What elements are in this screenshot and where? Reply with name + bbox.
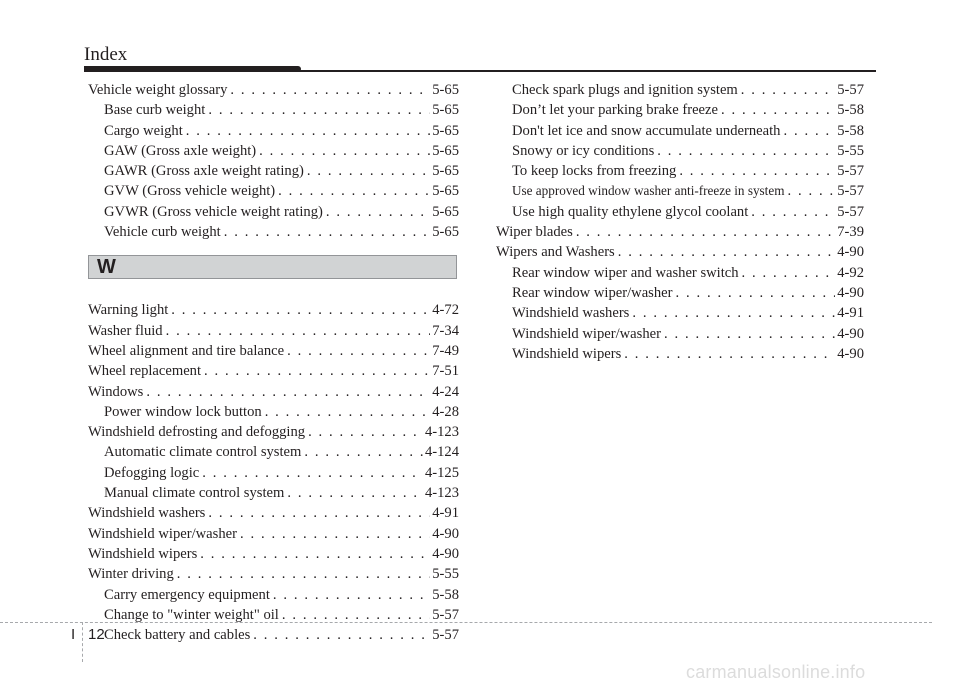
watermark: carmanualsonline.info [686,662,866,682]
entry-page: 4-92 [837,264,864,281]
entry-label: Windshield washers [88,505,206,522]
footer-divider [0,622,932,623]
dot-leader [787,181,835,201]
dot-leader [200,544,430,564]
index-entry [88,524,459,544]
entry-label: To keep locks from freezing [512,163,677,180]
dot-leader [166,321,431,341]
index-entry [88,141,459,161]
entry-page: 4-123 [424,485,459,502]
index-entry [88,100,459,120]
index-entry [496,202,864,222]
index-entry [88,121,459,141]
entry-label: Wiper blades [496,224,573,241]
index-entry [88,321,459,341]
index-entry [496,303,864,323]
entry-label: Windshield wiper/washer [512,325,661,342]
entry-page: 4-90 [432,525,459,542]
index-list-top [88,80,459,242]
entry-page: 5-57 [837,183,864,200]
entry-label: Windows [88,383,144,400]
entry-page: 5-65 [432,142,459,159]
dot-leader [278,181,430,201]
entry-label: Windshield washers [512,305,630,322]
index-entry [88,181,459,201]
entry-label: Use high quality ethylene glycol coolant [512,203,749,220]
entry-page: 5-65 [432,203,459,220]
index-entry [496,344,864,364]
entry-page: 7-34 [432,322,459,339]
index-entry [496,283,864,303]
entry-page: 5-58 [837,122,864,139]
dot-leader [177,564,430,584]
dot-leader [783,121,835,141]
index-entry [88,80,459,100]
index-entry [496,324,864,344]
entry-label: Winter driving [88,566,174,583]
dot-leader [204,361,430,381]
entry-label: Check battery and cables [104,627,251,644]
entry-label: Defogging logic [104,464,200,481]
index-entry [496,121,864,141]
entry-label: Vehicle curb weight [104,224,221,241]
index-column-right [496,80,864,364]
entry-page: 5-57 [432,627,459,644]
dot-leader [624,344,835,364]
entry-page: 4-90 [837,284,864,301]
dot-leader [721,100,835,120]
dot-leader [171,300,430,320]
index-list-bottom [88,300,459,645]
entry-label: Rear window wiper/washer [512,284,673,301]
entry-label: Change to "winter weight" oil [104,606,279,623]
entry-page: 4-91 [837,305,864,322]
index-entry [496,141,864,161]
entry-page: 5-57 [837,163,864,180]
entry-page: 5-65 [432,163,459,180]
index-list-right [496,80,864,364]
dot-leader [273,585,430,605]
index-entry [88,300,459,320]
section-letter: W [97,256,116,279]
entry-label: Windshield wiper/washer [88,525,237,542]
entry-label: Don’t let your parking brake freeze [512,102,718,119]
entry-label: GAW (Gross axle weight) [104,142,257,159]
entry-page: 5-65 [432,183,459,200]
index-entry [88,585,459,605]
index-entry [496,161,864,181]
dot-leader [751,202,835,222]
entry-page: 4-24 [432,383,459,400]
dot-leader [287,483,423,503]
entry-page: 5-55 [432,566,459,583]
entry-page: 5-57 [837,203,864,220]
index-entry [88,503,459,523]
dot-leader [146,382,430,402]
entry-label: Carry emergency equipment [104,586,270,603]
entry-label: Manual climate control system [104,485,285,502]
index-entry [88,544,459,564]
index-entry [496,100,864,120]
entry-label: GVW (Gross vehicle weight) [104,183,276,200]
header-rule-thin [84,70,876,72]
entry-label: Don't let ice and snow accumulate underneath [512,122,781,139]
entry-label: Wipers and Washers [496,244,615,261]
entry-page: 4-72 [432,302,459,319]
entry-label: Snowy or icy conditions [512,142,655,159]
index-entry [88,202,459,222]
index-entry [88,564,459,584]
index-entry [88,222,459,242]
entry-label: Windshield defrosting and defogging [88,424,306,441]
entry-page: 4-91 [432,505,459,522]
dot-leader [253,625,430,645]
dot-leader [259,141,430,161]
index-entry [88,382,459,402]
index-entry [496,80,864,100]
dot-leader [240,524,430,544]
entry-label: Rear window wiper and washer switch [512,264,739,281]
entry-page: 4-90 [837,244,864,261]
dot-leader [224,222,431,242]
page-title: Index [84,44,128,65]
dot-leader [186,121,430,141]
footer-section-letter: I [71,626,76,643]
entry-label: Wheel replacement [88,363,202,380]
dot-leader [304,442,423,462]
entry-label: Base curb weight [104,102,206,119]
entry-page: 5-65 [432,102,459,119]
index-entry [88,341,459,361]
entry-page: 5-58 [432,586,459,603]
dot-leader [230,80,430,100]
index-entry [88,422,459,442]
index-entry [88,625,459,645]
entry-label: Washer fluid [88,322,163,339]
entry-page: 4-124 [424,444,459,461]
dot-leader [308,422,423,442]
dot-leader [287,341,430,361]
entry-page: 7-51 [432,363,459,380]
dot-leader [208,100,430,120]
entry-label: Windshield wipers [88,545,198,562]
page-number: 12 [88,626,105,643]
entry-page: 4-125 [424,464,459,481]
entry-label: Vehicle weight glossary [88,82,228,98]
entry-page: 4-123 [424,424,459,441]
entry-page: 4-90 [432,545,459,562]
dot-leader [576,222,835,242]
dot-leader [307,161,430,181]
dot-leader [679,161,835,181]
entry-label: Warning light [88,302,169,319]
entry-page: 7-39 [837,224,864,241]
dot-leader [742,263,836,283]
entry-page: 5-58 [837,102,864,119]
entry-page: 5-65 [432,224,459,241]
dot-leader [675,283,835,303]
index-entry [88,442,459,462]
entry-page: 4-90 [837,325,864,342]
dot-leader [657,141,835,161]
dot-leader [326,202,430,222]
entry-page: 5-57 [837,82,864,98]
index-entry [88,361,459,381]
entry-label: Cargo weight [104,122,183,139]
entry-label: GVWR (Gross vehicle weight rating) [104,203,323,220]
index-entry [88,463,459,483]
entry-page: 5-57 [432,606,459,623]
entry-label: Automatic climate control system [104,444,302,461]
dot-leader [741,80,835,100]
entry-label: Windshield wipers [512,345,622,362]
entry-label: Check spark plugs and ignition system [512,82,738,98]
index-column-left [88,80,459,645]
entry-page: 4-90 [837,345,864,362]
index-entry [496,222,864,242]
entry-label: Wheel alignment and tire balance [88,342,285,359]
dot-leader [265,402,431,422]
index-entry [88,161,459,181]
dot-leader [202,463,423,483]
dot-leader [664,324,835,344]
entry-page: 5-65 [432,82,459,98]
entry-label: GAWR (Gross axle weight rating) [104,163,304,180]
entry-page: 4-28 [432,403,459,420]
entry-page: 5-55 [837,142,864,159]
index-entry [496,263,864,283]
footer-vertical-divider [82,622,83,662]
dot-leader [632,303,835,323]
index-entry [88,483,459,503]
entry-label: Use approved window washer anti-freeze in system [512,183,785,199]
dot-leader [208,503,430,523]
section-header-w [88,255,457,279]
dot-leader [618,242,835,262]
entry-page: 7-49 [432,342,459,359]
index-entry [496,242,864,262]
index-entry [496,181,864,201]
entry-page: 5-65 [432,122,459,139]
entry-label: Power window lock button [104,403,262,420]
index-entry [88,402,459,422]
